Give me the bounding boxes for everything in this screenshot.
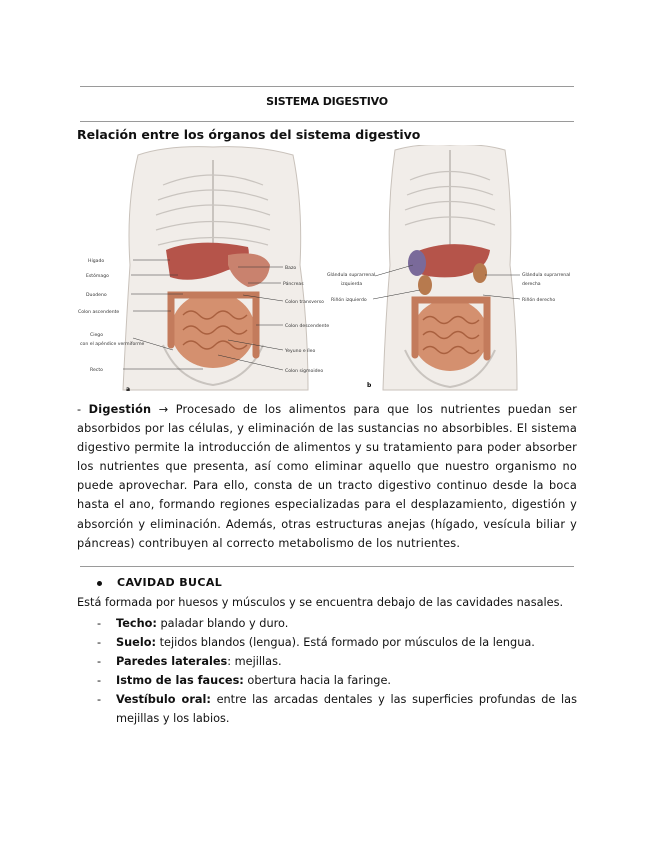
label-colon-ascendente: Colon ascendente: [78, 310, 120, 315]
cavidad-heading: CAVIDAD BUCAL: [117, 576, 223, 589]
label-colon-sigmoideo: Colon sigmoideo: [285, 369, 324, 374]
page-title: SISTEMA DIGESTIVO: [266, 95, 388, 108]
label-bazo: Bazo: [285, 266, 297, 271]
list-item-paredes: - Paredes laterales: mejillas.: [97, 655, 282, 668]
list-item-istmo: - Istmo de las fauces: obertura hacia la faringe.: [97, 674, 391, 687]
digestive-figure-posterior: [325, 145, 575, 395]
bullet-icon: [97, 581, 102, 586]
cavidad-intro: Está formada por huesos y músculos y se encuentra debajo de las cavidades nasales.: [77, 596, 564, 609]
label-rinon-der: Riñón derecho: [522, 298, 556, 303]
label-duodeno: Duodeno: [86, 293, 107, 298]
section-subtitle: Relación entre los órganos del sistema digestivo: [77, 127, 421, 142]
paragraph-lead: Digestión: [88, 403, 152, 416]
label-glandula-izq: Glándula suprarrenal: [327, 273, 376, 278]
list-item-vestibulo: - Vestíbulo oral: entre las arcadas dentales y las superficies profundas de las mejillas y los labios.: [97, 693, 577, 725]
label-apendice: con el apéndice vermiforme: [80, 342, 145, 347]
label-colon-descendente: Colon descendente: [285, 324, 330, 329]
label-yeyuno-ileo: Yeyuno e íleo: [285, 349, 316, 354]
paragraph-text: → Procesado de los alimentos para que los nutrientes puedan ser absorbidos por las células, y eliminación de las sustancias no absorbibles. El sistema digestivo permite la introducción de alimentos y su tratamiento para poder absorber los nutrientes que presenta, así como eliminar aquello que nuestro organismo no puede aprovechar. Para ello, consta de un tracto digestivo continuo desde la boca hasta el ano, formando regiones especializadas para el desplazamiento, digestión y absorción y eliminación. Además, otras estructuras anejas (hígado, vesícula biliar y páncreas) contribuyen al correcto metabolismo de los nutrientes.: [77, 403, 577, 550]
digestion-paragraph: [77, 400, 577, 553]
label-glandula-der: Glándula suprarrenal: [522, 273, 571, 278]
title-rule: [80, 121, 574, 122]
label-derecha: derecha: [522, 282, 541, 287]
label-izquierda: izquierda: [341, 282, 363, 287]
label-higado: Hígado: [88, 259, 105, 264]
top-rule: [80, 86, 574, 87]
list-item-suelo: - Suelo: tejidos blandos (lengua). Está formado por músculos de la lengua.: [97, 636, 535, 649]
label-pancreas: Páncreas: [283, 282, 304, 287]
panel-label-b: b: [367, 382, 372, 389]
list-item-techo: - Techo: paladar blando y duro.: [97, 617, 289, 630]
section-rule: [80, 566, 574, 567]
paragraph-dash: -: [77, 403, 89, 416]
panel-label-a: a: [126, 386, 131, 393]
digestive-figure-anterior: [78, 145, 348, 395]
label-colon-transverso: Colon transverso: [285, 300, 324, 305]
label-estomago: Estómago: [86, 274, 109, 279]
label-rinon-izq: Riñón izquierdo: [331, 298, 367, 303]
label-recto: Recto: [90, 368, 103, 373]
label-ciego: Ciego: [90, 333, 104, 338]
